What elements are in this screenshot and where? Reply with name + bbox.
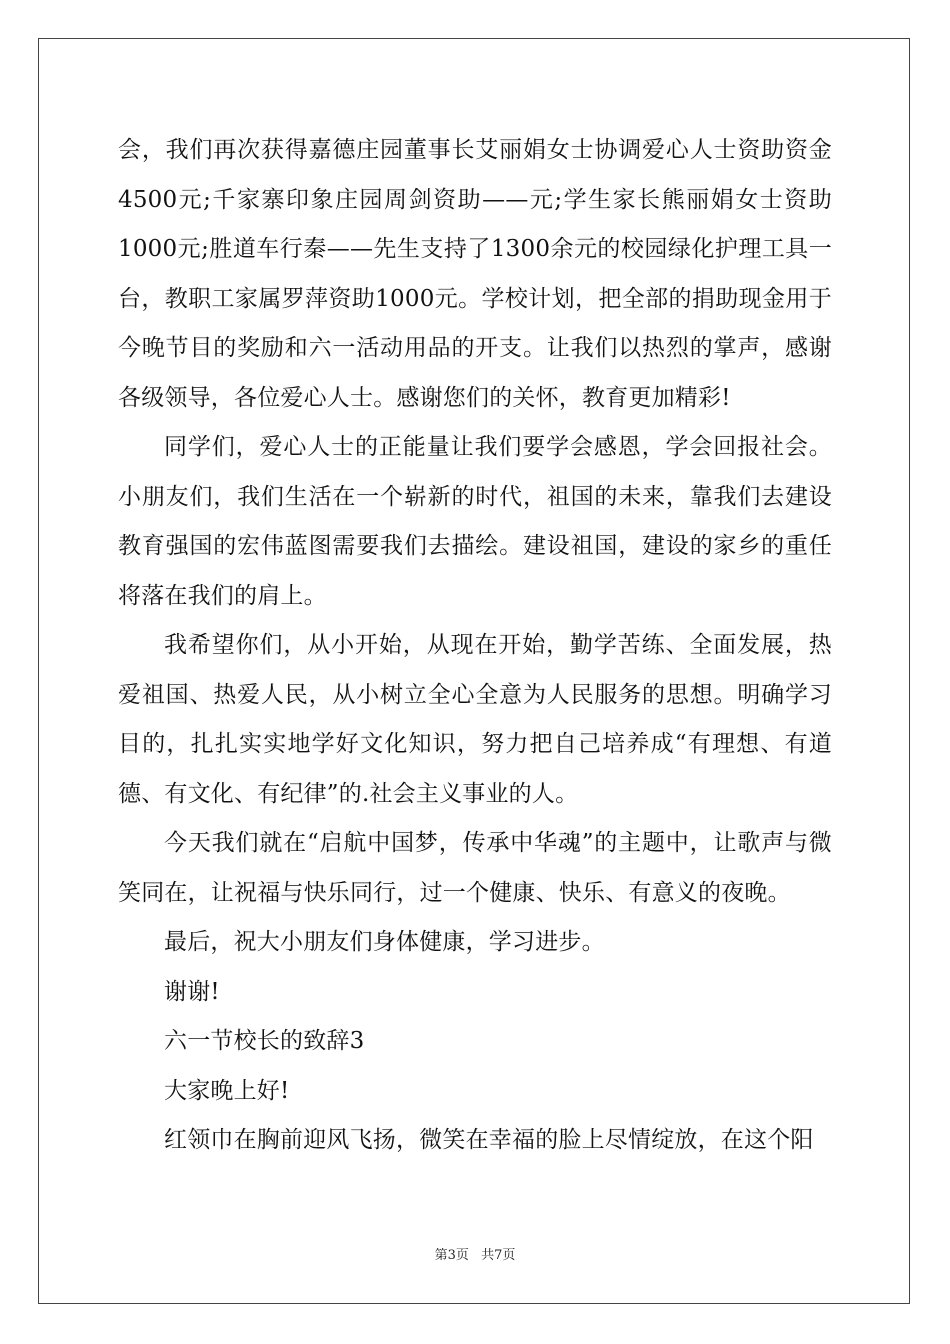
paragraph: 会，我们再次获得嘉德庄园董事长艾丽娟女士协调爱心人士资助资金4500元;千家寨印象庄园周剑资助——元;学生家长熊丽娟女士资助1000元;胜道车行秦——先生支持了1300余元的校园绿化护理工具一台，教职工家属罗萍资助1000元。学校计划，把全部的捐助现金用于今晚节目的奖励和六一活动用品的开支。让我们以热烈的掌声，感谢各级领导，各位爱心人士。感谢您们的关怀，教育更加精彩! — [118, 137, 832, 411]
section-heading: 六一节校长的致辞3 — [164, 1028, 365, 1054]
page-number: 第3页 — [434, 1248, 469, 1263]
page-total: 共7页 — [481, 1248, 516, 1263]
paragraph: 今天我们就在“启航中国梦，传承中华魂”的主题中，让歌声与微笑同在，让祝福与快乐同行，过一个健康、快乐、有意义的夜晚。 — [118, 830, 832, 906]
paragraph: 我希望你们，从小开始，从现在开始，勤学苦练、全面发展，热爱祖国、热爱人民，从小树立全心全意为人民服务的思想。明确学习目的，扎扎实实地学好文化知识，努力把自己培养成“有理想、有道德、有文化、有纪律”的.社会主义事业的人。 — [118, 632, 832, 807]
page-footer — [0, 1244, 950, 1263]
document-body — [118, 126, 832, 1166]
paragraph: 同学们，爱心人士的正能量让我们要学会感恩，学会回报社会。小朋友们，我们生活在一个崭新的时代，祖国的未来，靠我们去建设教育强国的宏伟蓝图需要我们去描绘。建设祖国，建设的家乡的重任将落在我们的肩上。 — [118, 434, 832, 609]
greeting: 大家晚上好! — [164, 1077, 290, 1104]
paragraph: 最后，祝大小朋友们身体健康，学习进步。 — [164, 929, 605, 955]
paragraph: 红领巾在胸前迎风飞扬，微笑在幸福的脸上尽情绽放，在这个阳 — [164, 1127, 814, 1153]
paragraph: 谢谢! — [164, 978, 220, 1005]
